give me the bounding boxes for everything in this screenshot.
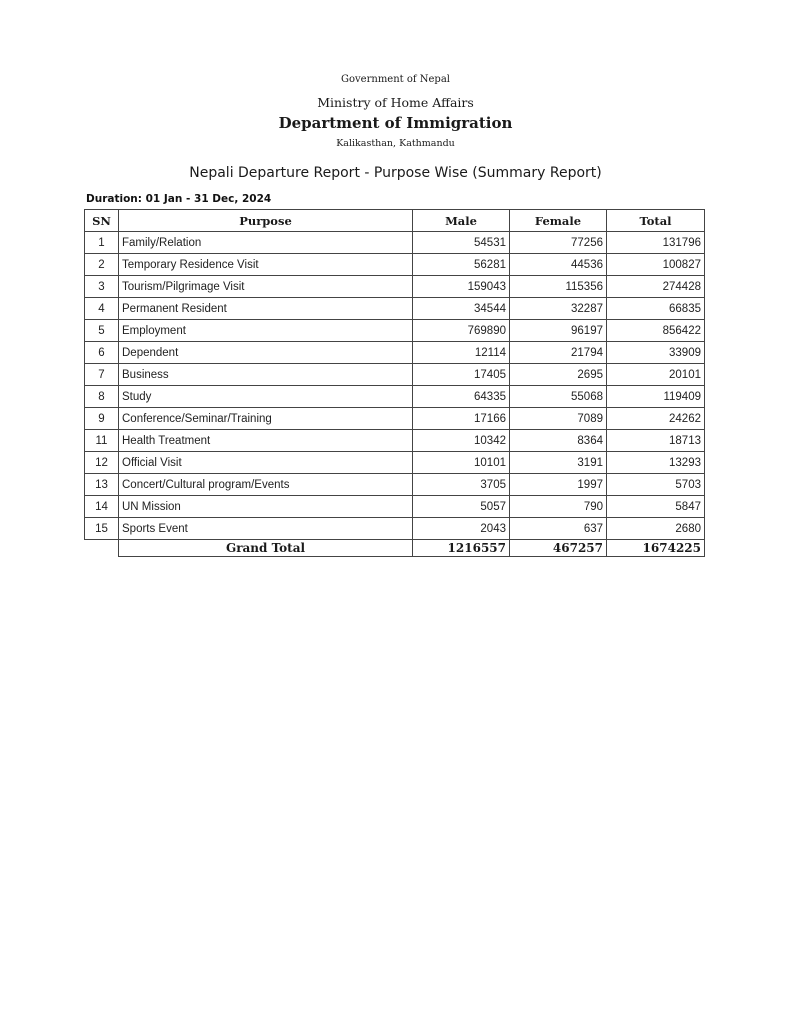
row-female: 44536 bbox=[510, 254, 607, 276]
row-male: 769890 bbox=[413, 320, 510, 342]
row-female: 77256 bbox=[510, 232, 607, 254]
row-total: 5703 bbox=[607, 474, 705, 496]
row-purpose: Study bbox=[119, 386, 413, 408]
department-title: Department of Immigration bbox=[278, 114, 513, 132]
government-label: Government of Nepal bbox=[341, 74, 450, 85]
row-sn: 1 bbox=[85, 232, 119, 254]
row-total: 66835 bbox=[607, 298, 705, 320]
row-purpose: Permanent Resident bbox=[119, 298, 413, 320]
table-body bbox=[85, 232, 705, 540]
row-total: 13293 bbox=[607, 452, 705, 474]
row-total: 131796 bbox=[607, 232, 705, 254]
grand-total-spacer bbox=[85, 540, 119, 557]
row-male: 54531 bbox=[413, 232, 510, 254]
table-row bbox=[85, 232, 705, 254]
row-male: 56281 bbox=[413, 254, 510, 276]
report-title: Nepali Departure Report - Purpose Wise (Summary Report) bbox=[189, 165, 602, 181]
row-total: 33909 bbox=[607, 342, 705, 364]
table-header-row bbox=[85, 210, 705, 232]
row-sn: 8 bbox=[85, 386, 119, 408]
table-row bbox=[85, 298, 705, 320]
row-total: 2680 bbox=[607, 518, 705, 540]
row-purpose: Sports Event bbox=[119, 518, 413, 540]
table-row bbox=[85, 474, 705, 496]
row-female: 2695 bbox=[510, 364, 607, 386]
row-total: 274428 bbox=[607, 276, 705, 298]
row-male: 159043 bbox=[413, 276, 510, 298]
row-total: 100827 bbox=[607, 254, 705, 276]
table-row bbox=[85, 408, 705, 430]
row-female: 32287 bbox=[510, 298, 607, 320]
row-sn: 4 bbox=[85, 298, 119, 320]
row-male: 34544 bbox=[413, 298, 510, 320]
row-purpose: Temporary Residence Visit bbox=[119, 254, 413, 276]
grand-total-total: 1674225 bbox=[607, 540, 705, 557]
row-purpose: UN Mission bbox=[119, 496, 413, 518]
table-row bbox=[85, 452, 705, 474]
row-male: 64335 bbox=[413, 386, 510, 408]
row-sn: 9 bbox=[85, 408, 119, 430]
row-male: 12114 bbox=[413, 342, 510, 364]
row-purpose: Health Treatment bbox=[119, 430, 413, 452]
row-female: 3191 bbox=[510, 452, 607, 474]
table-row bbox=[85, 364, 705, 386]
table-row bbox=[85, 254, 705, 276]
address-label: Kalikasthan, Kathmandu bbox=[336, 138, 455, 149]
column-header-total: Total bbox=[607, 210, 705, 232]
table-row bbox=[85, 496, 705, 518]
row-male: 10342 bbox=[413, 430, 510, 452]
row-male: 17405 bbox=[413, 364, 510, 386]
row-purpose: Business bbox=[119, 364, 413, 386]
row-female: 96197 bbox=[510, 320, 607, 342]
table-row bbox=[85, 276, 705, 298]
grand-total-male: 1216557 bbox=[413, 540, 510, 557]
row-sn: 12 bbox=[85, 452, 119, 474]
row-purpose: Employment bbox=[119, 320, 413, 342]
row-sn: 5 bbox=[85, 320, 119, 342]
grand-total-female: 467257 bbox=[510, 540, 607, 557]
row-total: 18713 bbox=[607, 430, 705, 452]
row-purpose: Conference/Seminar/Training bbox=[119, 408, 413, 430]
row-purpose: Dependent bbox=[119, 342, 413, 364]
row-female: 790 bbox=[510, 496, 607, 518]
row-total: 20101 bbox=[607, 364, 705, 386]
row-purpose: Tourism/Pilgrimage Visit bbox=[119, 276, 413, 298]
column-header-sn: SN bbox=[85, 210, 119, 232]
row-sn: 11 bbox=[85, 430, 119, 452]
grand-total-label: Grand Total bbox=[119, 540, 413, 557]
row-female: 637 bbox=[510, 518, 607, 540]
row-purpose: Official Visit bbox=[119, 452, 413, 474]
row-total: 24262 bbox=[607, 408, 705, 430]
purpose-summary-table bbox=[84, 209, 705, 557]
row-sn: 3 bbox=[85, 276, 119, 298]
row-male: 17166 bbox=[413, 408, 510, 430]
table-row bbox=[85, 386, 705, 408]
table-row bbox=[85, 320, 705, 342]
row-female: 55068 bbox=[510, 386, 607, 408]
row-male: 3705 bbox=[413, 474, 510, 496]
row-sn: 14 bbox=[85, 496, 119, 518]
report-duration: Duration: 01 Jan - 31 Dec, 2024 bbox=[86, 193, 272, 205]
ministry-label: Ministry of Home Affairs bbox=[317, 95, 474, 110]
column-header-purpose: Purpose bbox=[119, 210, 413, 232]
row-male: 2043 bbox=[413, 518, 510, 540]
row-sn: 6 bbox=[85, 342, 119, 364]
row-female: 7089 bbox=[510, 408, 607, 430]
row-sn: 15 bbox=[85, 518, 119, 540]
row-purpose: Family/Relation bbox=[119, 232, 413, 254]
grand-total-row bbox=[85, 540, 705, 557]
row-sn: 7 bbox=[85, 364, 119, 386]
column-header-male: Male bbox=[413, 210, 510, 232]
row-female: 1997 bbox=[510, 474, 607, 496]
row-sn: 2 bbox=[85, 254, 119, 276]
row-female: 115356 bbox=[510, 276, 607, 298]
row-male: 10101 bbox=[413, 452, 510, 474]
row-purpose: Concert/Cultural program/Events bbox=[119, 474, 413, 496]
row-female: 8364 bbox=[510, 430, 607, 452]
row-total: 856422 bbox=[607, 320, 705, 342]
row-sn: 13 bbox=[85, 474, 119, 496]
table-row bbox=[85, 518, 705, 540]
column-header-female: Female bbox=[510, 210, 607, 232]
row-total: 5847 bbox=[607, 496, 705, 518]
table-row bbox=[85, 342, 705, 364]
row-male: 5057 bbox=[413, 496, 510, 518]
row-total: 119409 bbox=[607, 386, 705, 408]
table-row bbox=[85, 430, 705, 452]
row-female: 21794 bbox=[510, 342, 607, 364]
